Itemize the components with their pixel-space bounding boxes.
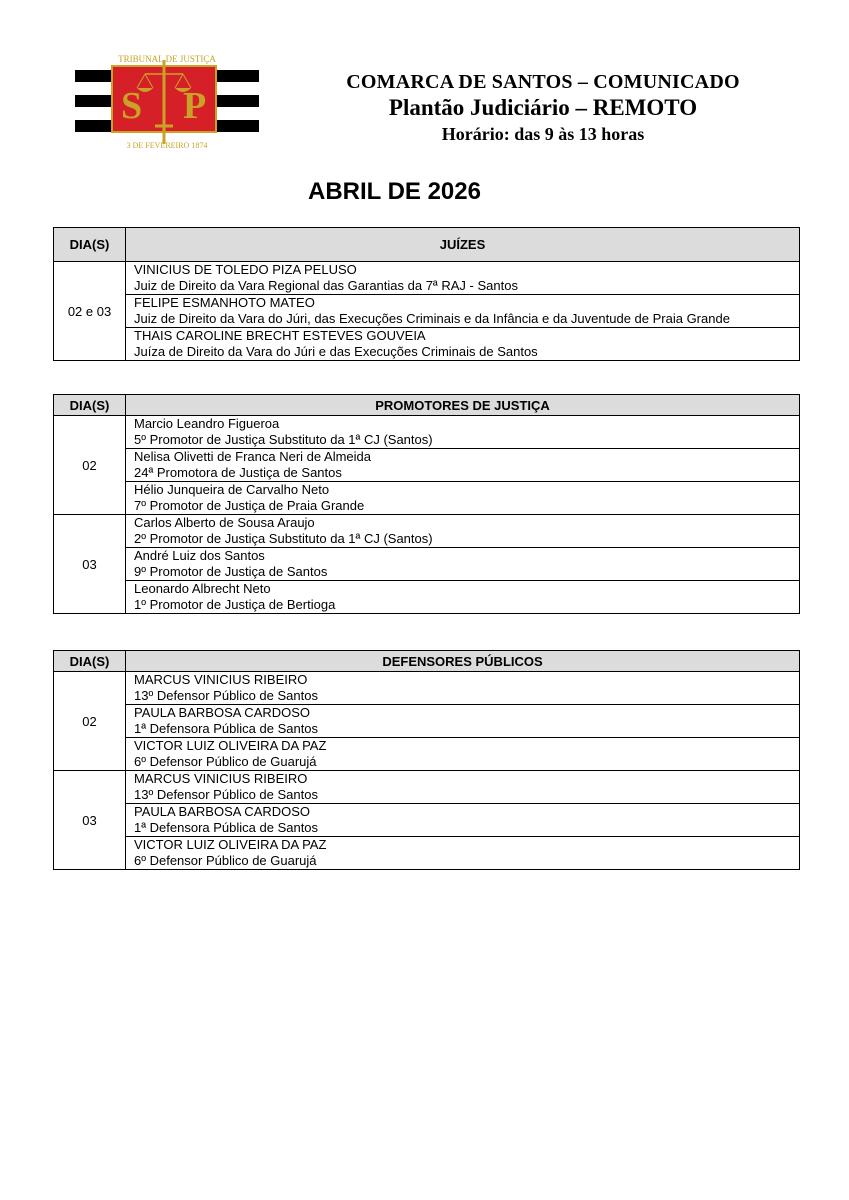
table-header-row [54,651,800,672]
person-role: 7º Promotor de Justiça de Praia Grande [134,498,365,513]
day-cell: 03 [54,771,126,870]
person-cell [126,672,800,705]
page-header [300,70,786,146]
table-row [54,416,800,449]
person-cell [126,262,800,295]
judges-table [53,227,800,361]
day-cell: 02 [54,672,126,771]
person-role: 1ª Defensora Pública de Santos [134,721,319,736]
person-role: 24ª Promotora de Justiça de Santos [134,465,342,480]
person-role: 5º Promotor de Justiça Substituto da 1ª CJ (Santos) [134,432,433,447]
person-cell [126,515,800,548]
judges-header: JUÍZES [126,228,800,262]
table-row [54,548,800,581]
person-role: 6º Defensor Público de Guarujá [134,754,317,769]
svg-text:TRIBUNAL DE JUSTIÇA: TRIBUNAL DE JUSTIÇA [118,54,216,64]
person-name: VINICIUS DE TOLEDO PIZA PELUSO [134,262,357,277]
person-name: VICTOR LUIZ OLIVEIRA DA PAZ [134,738,327,753]
header-horario: Horário: das 9 às 13 horas [441,124,645,144]
svg-text:S: S [121,85,143,127]
person-role: Juiz de Direito da Vara do Júri, das Execuções Criminais e da Infância e da Juventude de Praia Grande [134,311,730,326]
header-comarca: COMARCA DE SANTOS – COMUNICADO [346,71,740,93]
person-role: 6º Defensor Público de Guarujá [134,853,317,868]
defenders-table [53,650,800,870]
table-row [54,771,800,804]
person-name: THAIS CAROLINE BRECHT ESTEVES GOUVEIA [134,328,426,343]
table-header-row [54,395,800,416]
person-cell [126,295,800,328]
table-row [54,515,800,548]
person-name: FELIPE ESMANHOTO MATEO [134,295,315,310]
person-role: 1ª Defensora Pública de Santos [134,820,319,835]
month-title: ABRIL DE 2026 [308,178,481,205]
tjsp-coat-of-arms [75,52,259,150]
tjsp-logo [75,52,259,150]
table-row [54,705,800,738]
prosecutors-table [53,394,800,614]
table-row [54,581,800,614]
person-role: 9º Promotor de Justiça de Santos [134,564,328,579]
person-name: MARCUS VINICIUS RIBEIRO [134,672,308,687]
defenders-header: DEFENSORES PÚBLICOS [126,651,800,672]
person-name: Hélio Junqueira de Carvalho Neto [134,482,330,497]
day-cell: 03 [54,515,126,614]
day-header: DIA(S) [54,228,126,262]
table-header-row [54,228,800,262]
person-name: VICTOR LUIZ OLIVEIRA DA PAZ [134,837,327,852]
table-row [54,804,800,837]
person-cell [126,416,800,449]
day-cell: 02 e 03 [54,262,126,361]
person-role: Juiz de Direito da Vara Regional das Garantias da 7ª RAJ - Santos [134,278,518,293]
table-row [54,262,800,295]
person-cell [126,328,800,361]
person-name: PAULA BARBOSA CARDOSO [134,804,311,819]
person-name: André Luiz dos Santos [134,548,265,563]
person-cell [126,482,800,515]
person-cell [126,581,800,614]
person-role: 13º Defensor Público de Santos [134,787,318,802]
person-name: Nelisa Olivetti de Franca Neri de Almeida [134,449,371,464]
person-name: Marcio Leandro Figueroa [134,416,280,431]
person-role: 2º Promotor de Justiça Substituto da 1ª CJ (Santos) [134,531,433,546]
table-row [54,449,800,482]
day-header: DIA(S) [54,395,126,416]
day-header: DIA(S) [54,651,126,672]
table-row [54,295,800,328]
person-role: 13º Defensor Público de Santos [134,688,318,703]
day-cell: 02 [54,416,126,515]
svg-text:3 DE FEVEREIRO 1874: 3 DE FEVEREIRO 1874 [126,141,208,150]
person-cell [126,738,800,771]
header-plantao: Plantão Judiciário – REMOTO [388,95,698,120]
person-cell [126,449,800,482]
table-row [54,837,800,870]
person-name: MARCUS VINICIUS RIBEIRO [134,771,308,786]
person-role: Juíza de Direito da Vara do Júri e das Execuções Criminais de Santos [134,344,538,359]
person-role: 1º Promotor de Justiça de Bertioga [134,597,336,612]
person-cell [126,771,800,804]
person-cell [126,804,800,837]
person-cell [126,705,800,738]
table-row [54,328,800,361]
table-row [54,482,800,515]
svg-text:P: P [183,85,207,127]
table-row [54,672,800,705]
table-row [54,738,800,771]
person-name: Leonardo Albrecht Neto [134,581,271,596]
prosecutors-header: PROMOTORES DE JUSTIÇA [126,395,800,416]
person-cell [126,837,800,870]
person-name: PAULA BARBOSA CARDOSO [134,705,311,720]
person-name: Carlos Alberto de Sousa Araujo [134,515,315,530]
person-cell [126,548,800,581]
